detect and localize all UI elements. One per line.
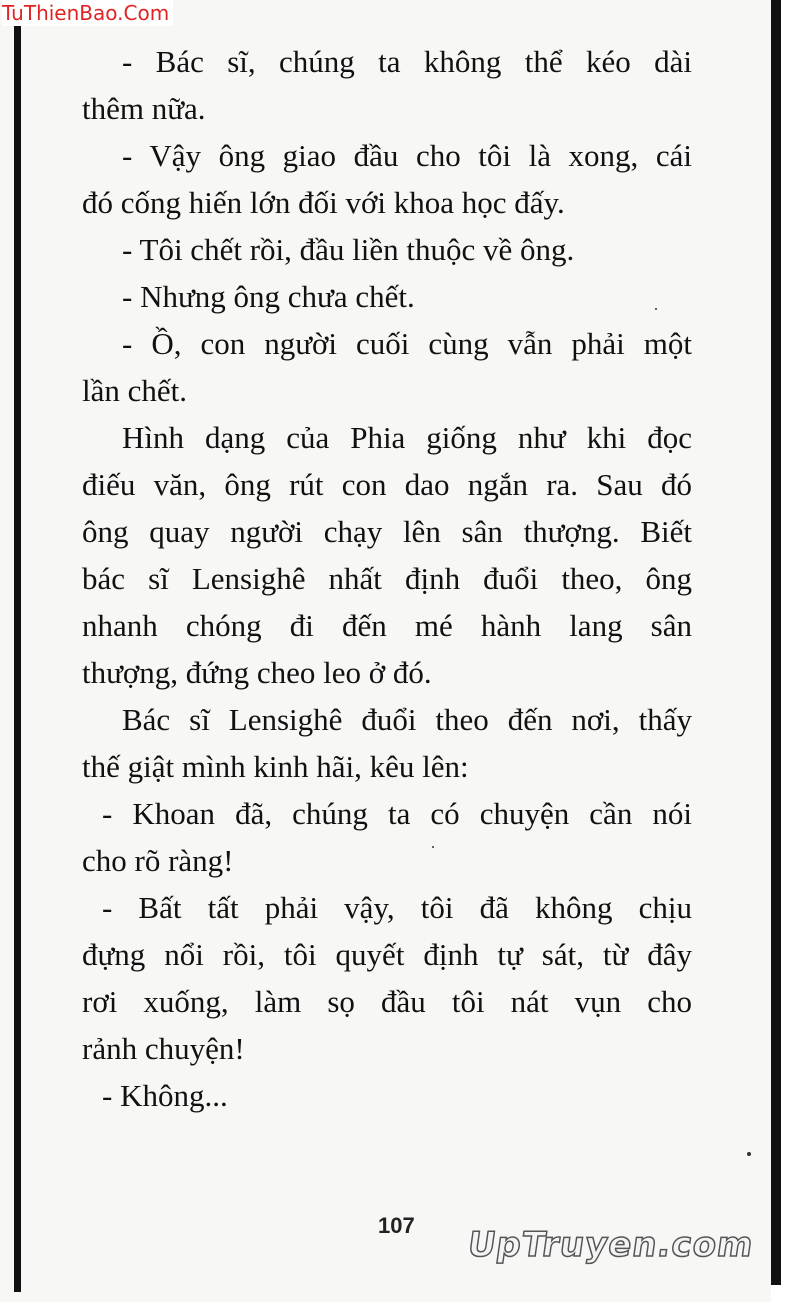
page-number: 107 xyxy=(378,1213,415,1238)
text-line: cho rõ ràng! xyxy=(82,843,234,878)
site-logo-link[interactable]: TuThienBao.Com xyxy=(2,0,173,26)
text-line: - Khoan đã, chúng ta có chuyện cần nói xyxy=(102,796,692,831)
text-line: đựng nổi rồi, tôi quyết định tự sát, từ đây xyxy=(82,937,692,972)
text-line: thượng, đứng cheo leo ở đó. xyxy=(82,655,432,690)
story-text xyxy=(82,38,692,1119)
text-line: nhanh chóng đi đến mé hành lang sân xyxy=(82,608,692,643)
text-line: - Nhưng ông chưa chết. xyxy=(122,279,415,314)
text-line: - Bác sĩ, chúng ta không thể kéo dài xyxy=(122,44,692,79)
text-line: - Ồ, con người cuối cùng vẫn phải một xyxy=(122,326,692,361)
text-line: ông quay người chạy lên sân thượng. Biết xyxy=(82,514,692,549)
scan-speck xyxy=(747,1152,751,1156)
text-line: đó cống hiến lớn đối với khoa học đấy. xyxy=(82,185,565,220)
right-scan-edge xyxy=(771,0,781,1285)
text-line: điếu văn, ông rút con dao ngắn ra. Sau đó xyxy=(82,467,692,502)
text-line: bác sĩ Lensighê nhất định đuổi theo, ông xyxy=(82,561,692,596)
text-line: thêm nữa. xyxy=(82,91,206,126)
text-line: - Không... xyxy=(102,1078,228,1113)
text-line: Hình dạng của Phia giống như khi đọc xyxy=(122,420,692,455)
text-line: thế giật mình kinh hãi, kêu lên: xyxy=(82,749,469,784)
scan-speck xyxy=(655,308,657,310)
text-line: - Tôi chết rồi, đầu liền thuộc về ông. xyxy=(122,232,575,267)
scan-speck xyxy=(432,846,434,848)
text-line: rảnh chuyện! xyxy=(82,1031,245,1066)
text-line: - Vậy ông giao đầu cho tôi là xong, cái xyxy=(122,138,692,173)
text-line: Bác sĩ Lensighê đuổi theo đến nơi, thấy xyxy=(122,702,692,737)
text-line: lần chết. xyxy=(82,373,188,408)
watermark-logo: UpTruyen.com xyxy=(465,1225,757,1265)
text-line: rơi xuống, làm sọ đầu tôi nát vụn cho xyxy=(82,984,692,1019)
left-scan-edge xyxy=(14,22,21,1292)
text-line: - Bất tất phải vậy, tôi đã không chịu xyxy=(102,890,692,925)
